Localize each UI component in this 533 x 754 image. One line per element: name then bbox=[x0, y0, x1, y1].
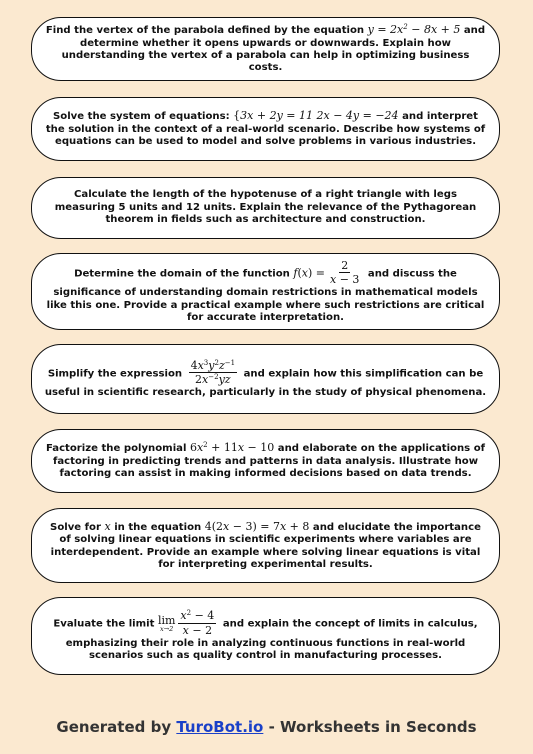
question-text-8 bbox=[44, 609, 487, 662]
question-card-7 bbox=[31, 508, 500, 583]
question-5-post: and explain how this simplification can be useful in scientific research, particularly in the study of physical phenomena. bbox=[44, 367, 487, 399]
question-1-post: and determine whether it opens upwards or downwards. Explain how understanding the vertex of a parabola can help in optimizing business costs. bbox=[61, 25, 486, 74]
question-4-numerator: 2 bbox=[341, 258, 349, 272]
question-1-math: $y = 2x^2 - 8x + 5$ bbox=[367, 23, 461, 37]
question-2-post: and interpret the solution in the context of a real-world scenario. Describe how systems of equations can be used to model and solve problems in various industries. bbox=[45, 111, 486, 148]
question-4-post: and discuss the significance of understanding domain restrictions in mathematical models like this one. Provide a practical example where such restrictions are critical for accurate interpretation. bbox=[46, 267, 485, 323]
question-text-6 bbox=[44, 441, 487, 480]
question-7-math: 4(2x − 3) = 7x + 8 bbox=[204, 519, 310, 533]
question-6-math: $6x^2 + 11x - 10$ bbox=[189, 441, 275, 455]
question-7-var: x bbox=[104, 519, 111, 533]
question-card-8 bbox=[31, 597, 500, 675]
question-8-limit bbox=[158, 615, 175, 633]
question-6-post: and elaborate on the applications of factoring in predicting trends and patterns in data analysis. Illustrate how factoring can assist in making informed decisions based on data trends. bbox=[52, 443, 486, 480]
question-text-1 bbox=[44, 23, 487, 75]
question-5-pre: Simplify the expression bbox=[47, 367, 186, 379]
question-8-post: and explain the concept of limits in calculus, emphasizing their role in analyzing continuous functions in real-world scenarios such as quality control in manufacturing processes. bbox=[65, 618, 478, 662]
question-4-pre: Determine the domain of the function bbox=[74, 267, 294, 279]
question-8-fraction bbox=[178, 609, 216, 638]
footer-prefix: Generated by bbox=[56, 718, 177, 736]
question-card-1 bbox=[31, 17, 500, 81]
question-card-3 bbox=[31, 177, 500, 239]
question-8-numerator: $x^2 - 4$ bbox=[180, 609, 215, 623]
question-7-post: and elucidate the importance of solving linear equations in scientific experiments where variables are interdependent. Provide an example where solving linear equations is vital for interpreting experimental results. bbox=[50, 521, 481, 570]
question-text-7 bbox=[44, 520, 487, 572]
question-4-math-lhs: f(x) = bbox=[293, 265, 325, 279]
question-card-4 bbox=[31, 253, 500, 330]
question-6-pre: Factorize the polynomial bbox=[45, 443, 190, 455]
turobot-link[interactable]: TuroBot.io bbox=[176, 718, 264, 736]
question-5-denominator: $2x^{-2}yz$ bbox=[195, 373, 231, 387]
question-text-3: Calculate the length of the hypotenuse of a right triangle with legs measuring 5 units and 12 units. Explain the relevance of the Pythagorean theorem in fields such as architecture and construction. bbox=[54, 189, 477, 226]
question-8-lim-sub: x→2 bbox=[160, 624, 174, 633]
question-4-fraction bbox=[328, 259, 361, 288]
question-1-pre: Find the vertex of the parabola defined by the equation bbox=[45, 25, 368, 37]
question-text-5 bbox=[44, 359, 487, 400]
question-8-denominator: x − 2 bbox=[182, 624, 213, 638]
footer-suffix: - Worksheets in Seconds bbox=[263, 718, 477, 736]
question-card-2 bbox=[31, 97, 500, 161]
question-2-pre: Solve the system of equations: bbox=[53, 111, 234, 123]
question-8-pre: Evaluate the limit bbox=[53, 618, 158, 630]
question-5-fraction bbox=[189, 359, 238, 388]
question-7-pre: Solve for bbox=[50, 521, 105, 533]
question-8-lim-word: lim bbox=[157, 613, 176, 627]
footer bbox=[0, 718, 533, 736]
question-card-5 bbox=[31, 344, 500, 414]
question-4-denominator: x − 3 bbox=[329, 273, 360, 287]
question-5-numerator: $4x^3y^2z^{-1}$ bbox=[190, 358, 236, 372]
question-7-mid: in the equation bbox=[110, 521, 205, 533]
question-card-6 bbox=[31, 429, 500, 493]
question-text-2 bbox=[44, 109, 487, 148]
question-2-math: {3x + 2y = 11 2x − 4y = −24 bbox=[233, 109, 399, 123]
question-text-4 bbox=[44, 259, 487, 325]
